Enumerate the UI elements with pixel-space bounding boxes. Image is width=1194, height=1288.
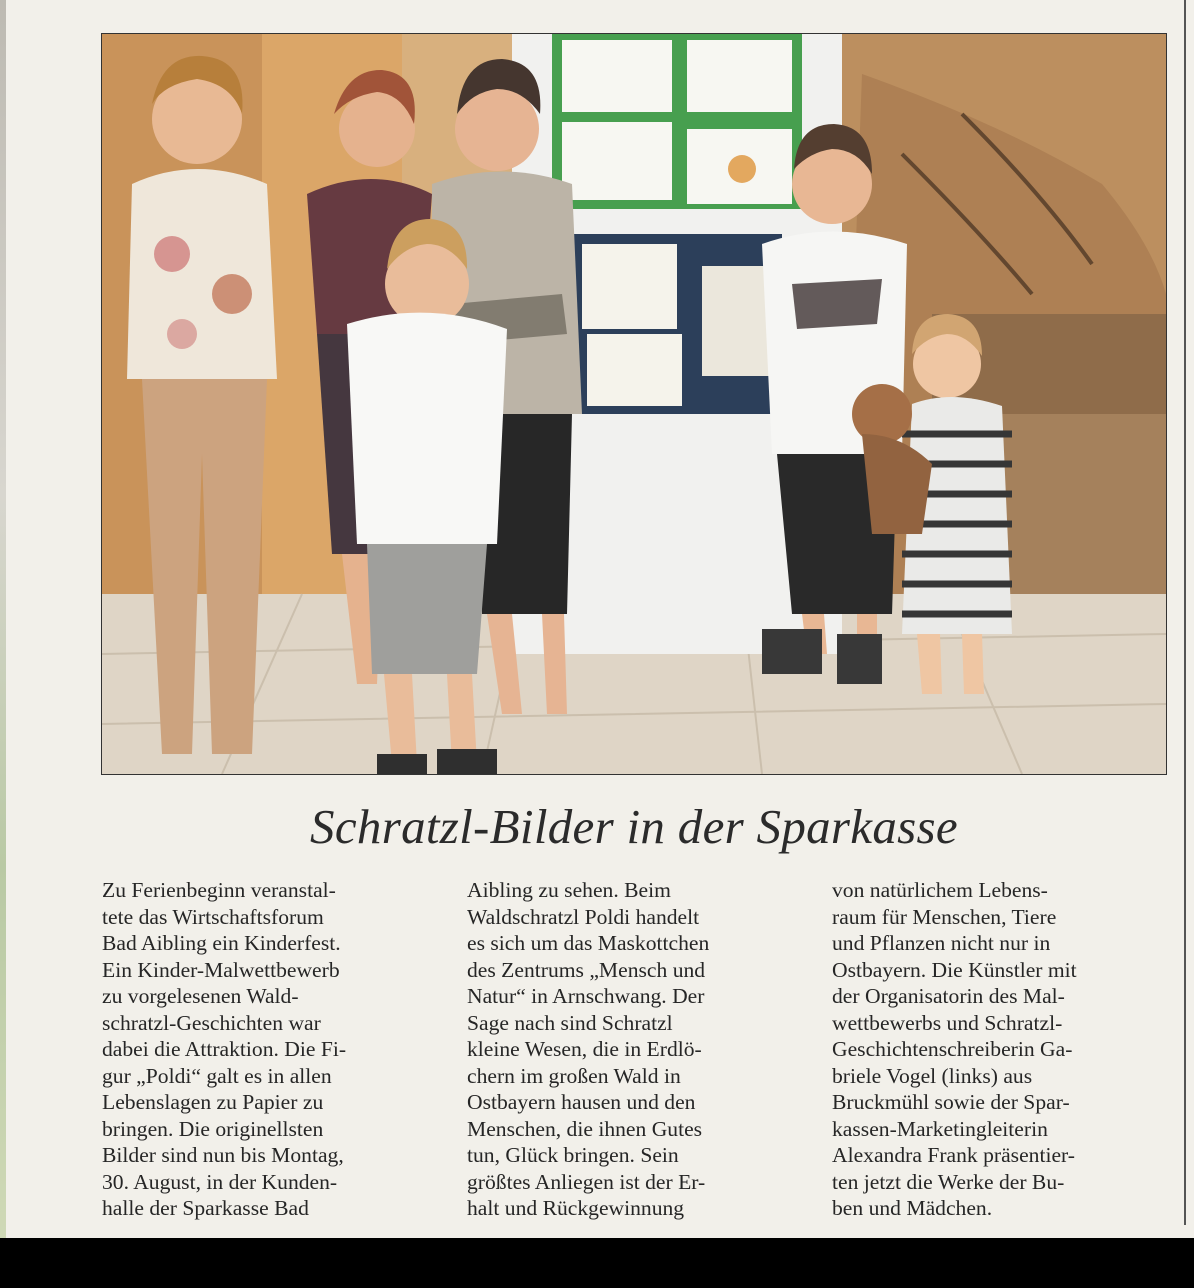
article-column-3: von natürlichem Lebens- raum für Menschen, Tiere und Pflanzen nicht nur in Ostbayern. Die Künstler mit der Organisatorin des Mal- wettbewerbs und Schratzl- Geschichtenschreiberin Ga- briele Vogel (links) aus Bruckmühl sowie der Spar- kassen-Marketingleiterin Alexandra Frank präsentier- ten jetzt die Werke der Bu- ben und Mädchen.: [832, 878, 1077, 1220]
article-photo: [101, 33, 1167, 775]
article-headline: Schratzl-Bilder in der Sparkasse: [310, 799, 958, 854]
article-column-1: Zu Ferienbeginn veranstal- tete das Wirtschaftsforum Bad Aibling ein Kinderfest. Ein Kinder-Malwettbewerb zu vorgelesenen Wald- schratzl-Geschichten war dabei die Attraktion. Die Fi- gur „Poldi“ galt es in allen Lebenslagen zu Papier zu bringen. Die originellsten Bilder sind nun bis Montag, 30. August, in der Kunden- halle der Sparkasse Bad: [102, 878, 347, 1220]
page-edge-strip: [0, 0, 6, 1238]
article-column-2: Aibling zu sehen. Beim Waldschratzl Poldi handelt es sich um das Maskottchen des Zentrums „Mensch und Natur“ in Arnschwang. Der Sage nach sind Schratzl kleine Wesen, die in Erdlö- chern im großen Wald in Ostbayern hausen und den Menschen, die ihnen Gutes tun, Glück bringen. Sein größtes Anliegen ist der Er- halt und Rückgewinnung: [467, 878, 710, 1220]
column-rule: [1184, 0, 1186, 1225]
scan-border-bottom: [0, 1238, 1194, 1288]
